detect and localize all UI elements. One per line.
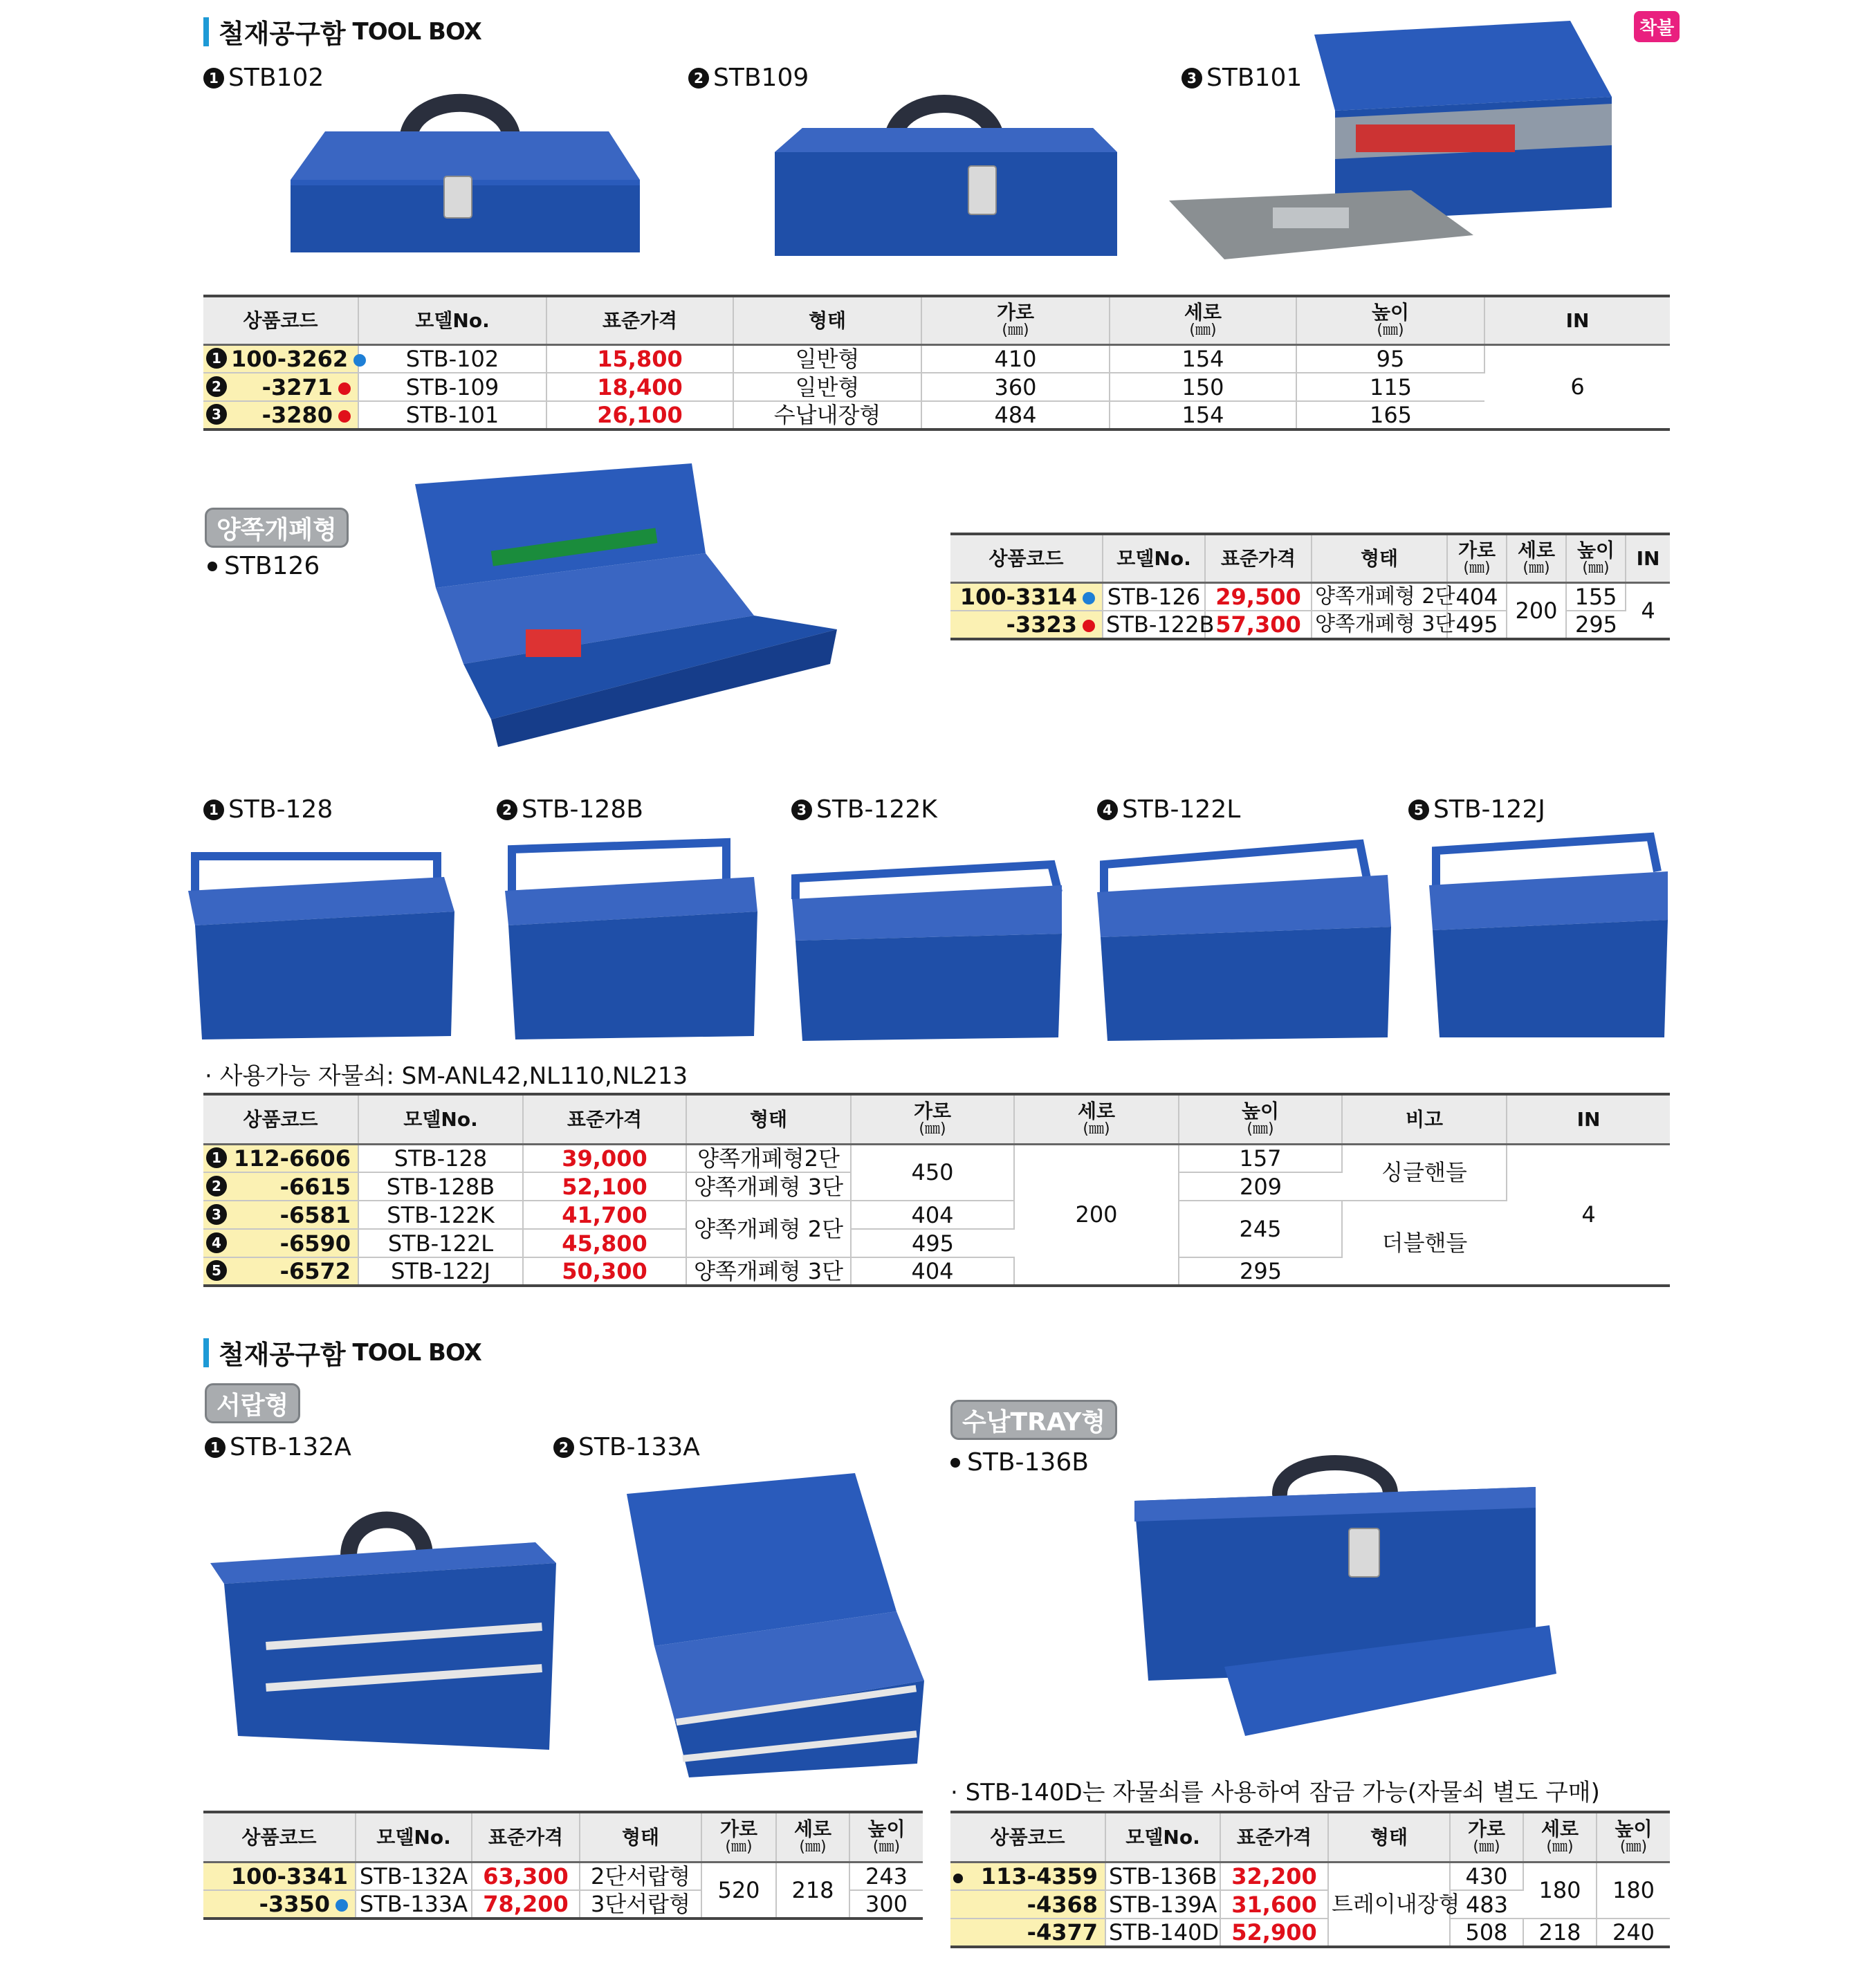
code-cell: -3323	[950, 611, 1103, 639]
spec-table-3	[203, 1093, 1670, 1287]
price-cell: 32,200	[1220, 1862, 1328, 1890]
depth-cell: 200	[1014, 1144, 1179, 1286]
price-cell: 63,300	[472, 1862, 580, 1890]
header-code: 상품코드	[950, 534, 1103, 582]
category-pill-drawer: 서랍형	[205, 1383, 300, 1423]
code-cell: 5 -6572	[203, 1257, 358, 1286]
header-code: 상품코드	[203, 1812, 356, 1862]
product-name: STB-136B	[967, 1448, 1089, 1477]
height-cell: 300	[849, 1890, 923, 1919]
price-cell: 45,800	[523, 1229, 686, 1257]
header-remark: 비고	[1342, 1094, 1507, 1144]
header-type: 형태	[686, 1094, 851, 1144]
remark-cell: 싱글핸들	[1342, 1144, 1507, 1201]
table-row	[203, 344, 1670, 373]
product-name: STB-128	[228, 795, 333, 824]
header-price: 표준가격	[472, 1812, 580, 1862]
type-cell: 3단서랍형	[580, 1890, 701, 1919]
red-dot-icon	[1083, 620, 1095, 632]
product-label-stb-128	[203, 795, 333, 824]
code-cell: 113-4359	[950, 1862, 1105, 1890]
spec-table-2	[950, 533, 1670, 640]
code-cell: -3350	[203, 1890, 356, 1919]
price-cell: 26,100	[546, 401, 733, 429]
model-cell: STB-101	[358, 401, 546, 429]
model-cell: STB-122B	[1103, 611, 1205, 639]
height-cell: 295	[1179, 1257, 1342, 1286]
header-model: 모델No.	[358, 1094, 523, 1144]
product-name: STB-122K	[816, 795, 937, 824]
table-row	[950, 1919, 1670, 1947]
code-cell: 1 100-3262	[203, 344, 358, 373]
title-accent-bar	[203, 17, 209, 46]
header-width: 가로 (㎜)	[851, 1094, 1014, 1144]
code-cell: 2 -3271	[203, 373, 358, 401]
width-cell: 360	[921, 373, 1110, 401]
cod-stamp: 착불	[1634, 11, 1680, 42]
stb101-image	[1169, 14, 1626, 277]
remark-cell: 더블핸들	[1342, 1201, 1507, 1286]
price-cell: 15,800	[546, 344, 733, 373]
depth-cell: 218	[1523, 1919, 1597, 1947]
product-label-stb-133a	[553, 1433, 700, 1461]
table-row	[950, 1862, 1670, 1890]
number-badge: 1	[205, 1437, 226, 1458]
depth-cell: 200	[1507, 582, 1566, 639]
model-cell: STB-128B	[358, 1172, 523, 1201]
code-cell: 2 -6615	[203, 1172, 358, 1201]
height-cell: 157	[1179, 1144, 1342, 1172]
number-badge: 2	[553, 1437, 574, 1458]
height-cell: 245	[1179, 1201, 1342, 1257]
header-depth: 세로 (㎜)	[776, 1812, 849, 1862]
type-cell: 2단서랍형	[580, 1862, 701, 1890]
type-cell: 양쪽개폐형 3단	[686, 1172, 851, 1201]
price-cell: 18,400	[546, 373, 733, 401]
number-badge: 1	[203, 799, 224, 820]
header-code: 상품코드	[203, 1094, 358, 1144]
model-cell: STB-136B	[1105, 1862, 1220, 1890]
number-badge: 1	[203, 68, 224, 89]
width-cell: 404	[1447, 582, 1507, 611]
header-price: 표준가격	[523, 1094, 686, 1144]
lock-info-note: · STB-140D는 자물쇠를 사용하여 잠금 가능(자물쇠 별도 구매)	[950, 1779, 1600, 1806]
in-cell: 6	[1484, 344, 1670, 429]
header-in: IN	[1484, 296, 1670, 344]
type-cell: 일반형	[733, 373, 921, 401]
width-cell: 520	[701, 1862, 776, 1919]
header-type: 형태	[1312, 534, 1447, 582]
width-cell: 430	[1450, 1862, 1523, 1890]
model-cell: STB-102	[358, 344, 546, 373]
number-badge: 3	[1181, 68, 1202, 89]
bullet-icon	[953, 1874, 963, 1883]
stb-128b-image	[498, 835, 761, 1043]
model-cell: STB-122L	[358, 1229, 523, 1257]
stb-128-image	[181, 842, 458, 1043]
spec-table-4	[203, 1811, 923, 1920]
header-depth: 세로 (㎜)	[1110, 296, 1296, 344]
table-row	[203, 401, 1670, 429]
number-badge: 4	[1097, 799, 1118, 820]
header-type: 형태	[733, 296, 921, 344]
depth-cell: 180	[1523, 1862, 1597, 1919]
price-cell: 52,100	[523, 1172, 686, 1201]
category-pill-open-both: 양쪽개폐형	[205, 508, 349, 548]
header-price: 표준가격	[1220, 1812, 1328, 1862]
width-cell: 508	[1450, 1919, 1523, 1947]
code-cell: 1 112-6606	[203, 1144, 358, 1172]
code-cell: 100-3314	[950, 582, 1103, 611]
product-name: STB-133A	[578, 1433, 700, 1461]
product-name: STB126	[224, 552, 320, 580]
price-cell: 78,200	[472, 1890, 580, 1919]
product-name: STB102	[228, 64, 324, 92]
type-cell: 양쪽개폐형2단	[686, 1144, 851, 1172]
header-width: 가로 (㎜)	[701, 1812, 776, 1862]
header-model: 모델No.	[358, 296, 546, 344]
section-title-2	[203, 1333, 481, 1371]
height-cell: 209	[1179, 1172, 1342, 1201]
height-cell: 165	[1296, 401, 1484, 429]
section-title-text: 철재공구함	[219, 19, 346, 49]
stb-122j-image	[1422, 830, 1671, 1044]
header-model: 모델No.	[1105, 1812, 1220, 1862]
depth-cell: 150	[1110, 373, 1296, 401]
width-cell: 484	[921, 401, 1110, 429]
section-title-text: 철재공구함	[219, 1340, 346, 1370]
section-title-1	[203, 12, 481, 50]
price-cell: 41,700	[523, 1201, 686, 1229]
product-label-stb-122j	[1408, 795, 1545, 824]
height-cell: 240	[1597, 1919, 1670, 1947]
section-subtitle-text: TOOL BOX	[352, 17, 481, 46]
product-name: STB-122J	[1433, 795, 1545, 824]
header-type: 형태	[1328, 1812, 1450, 1862]
product-name: STB109	[713, 64, 809, 92]
width-cell: 404	[851, 1201, 1014, 1229]
blue-dot-icon	[335, 1899, 348, 1912]
table-row	[950, 582, 1670, 611]
product-name: STB101	[1206, 64, 1303, 92]
type-cell: 양쪽개폐형 2단	[1312, 582, 1447, 611]
stb126-image	[408, 456, 844, 754]
title-accent-bar	[203, 1338, 209, 1367]
lock-compat-note: · 사용가능 자물쇠: SM-ANL42,NL110,NL213	[205, 1062, 688, 1090]
stb-132a-image	[210, 1501, 556, 1757]
header-height: 높이 (㎜)	[1597, 1812, 1670, 1862]
type-cell: 양쪽개폐형 3단	[686, 1257, 851, 1286]
width-cell: 450	[851, 1144, 1014, 1201]
header-depth: 세로 (㎜)	[1507, 534, 1566, 582]
spec-table-5	[950, 1811, 1670, 1948]
number-badge: 2	[688, 68, 709, 89]
height-cell: 180	[1597, 1862, 1670, 1919]
type-cell: 양쪽개폐형 2단	[686, 1201, 851, 1257]
header-width: 가로 (㎜)	[921, 296, 1110, 344]
stb109-image	[775, 76, 1121, 266]
model-cell: STB-126	[1103, 582, 1205, 611]
header-height: 높이 (㎜)	[1566, 534, 1626, 582]
table-row	[203, 1144, 1670, 1172]
model-cell: STB-122J	[358, 1257, 523, 1286]
height-cell: 243	[849, 1862, 923, 1890]
stb-122k-image	[789, 858, 1065, 1044]
product-label-stb-122k	[791, 795, 937, 824]
in-cell: 4	[1507, 1144, 1670, 1286]
number-badge: 3	[791, 799, 812, 820]
price-cell: 39,000	[523, 1144, 686, 1172]
width-cell: 495	[1447, 611, 1507, 639]
type-cell: 수납내장형	[733, 401, 921, 429]
code-cell: 3 -6581	[203, 1201, 358, 1229]
stb-136b-image	[1134, 1452, 1563, 1743]
stb-133a-image	[627, 1473, 924, 1777]
price-cell: 57,300	[1205, 611, 1312, 639]
bullet-icon	[950, 1458, 960, 1468]
price-cell: 52,900	[1220, 1919, 1328, 1947]
blue-dot-icon	[353, 354, 366, 367]
height-cell: 95	[1296, 344, 1484, 373]
model-cell: STB-132A	[356, 1862, 472, 1890]
width-cell: 495	[851, 1229, 1014, 1257]
header-height: 높이 (㎜)	[1296, 296, 1484, 344]
header-in: IN	[1626, 534, 1670, 582]
price-cell: 29,500	[1205, 582, 1312, 611]
header-price: 표준가격	[1205, 534, 1312, 582]
red-dot-icon	[338, 410, 351, 423]
depth-cell: 154	[1110, 401, 1296, 429]
red-dot-icon	[338, 382, 351, 395]
product-label-stb-122l	[1097, 795, 1240, 824]
header-width: 가로 (㎜)	[1447, 534, 1507, 582]
header-type: 형태	[580, 1812, 701, 1862]
code-cell: -4368	[950, 1890, 1105, 1919]
product-label-stb-132a	[205, 1433, 351, 1461]
blue-dot-icon	[1083, 592, 1095, 604]
header-width: 가로 (㎜)	[1450, 1812, 1523, 1862]
header-model: 모델No.	[356, 1812, 472, 1862]
depth-cell: 218	[776, 1862, 849, 1919]
height-cell: 295	[1566, 611, 1626, 639]
price-cell: 50,300	[523, 1257, 686, 1286]
section-subtitle-text: TOOL BOX	[352, 1338, 481, 1367]
spec-table-1	[203, 295, 1670, 431]
type-cell: 트레이내장형	[1328, 1862, 1450, 1947]
header-price: 표준가격	[546, 296, 733, 344]
header-model: 모델No.	[1103, 534, 1205, 582]
product-label-stb-136b	[950, 1448, 1089, 1477]
model-cell: STB-122K	[358, 1201, 523, 1229]
depth-cell: 154	[1110, 344, 1296, 373]
code-cell: 100-3341	[203, 1862, 356, 1890]
model-cell: STB-128	[358, 1144, 523, 1172]
product-name: STB-128B	[522, 795, 643, 824]
header-in: IN	[1507, 1094, 1670, 1144]
code-cell: 4 -6590	[203, 1229, 358, 1257]
width-cell: 404	[851, 1257, 1014, 1286]
header-code: 상품코드	[950, 1812, 1105, 1862]
header-depth: 세로 (㎜)	[1523, 1812, 1597, 1862]
height-cell: 115	[1296, 373, 1484, 401]
header-height: 높이 (㎜)	[849, 1812, 923, 1862]
product-name: STB-122L	[1122, 795, 1241, 824]
width-cell: 410	[921, 344, 1110, 373]
category-pill-tray: 수납TRAY형	[950, 1400, 1117, 1440]
product-label-stb-128b	[497, 795, 643, 824]
header-depth: 세로 (㎜)	[1014, 1094, 1179, 1144]
type-cell: 양쪽개폐형 3단	[1312, 611, 1447, 639]
price-cell: 31,600	[1220, 1890, 1328, 1919]
stb102-image	[284, 76, 643, 263]
table-row	[203, 1201, 1670, 1229]
code-cell: -4377	[950, 1919, 1105, 1947]
height-cell: 155	[1566, 582, 1626, 611]
type-cell: 일반형	[733, 344, 921, 373]
bullet-icon	[208, 562, 217, 571]
code-cell: 3 -3280	[203, 401, 358, 429]
header-code: 상품코드	[203, 296, 358, 344]
stb-122l-image	[1090, 837, 1395, 1044]
number-badge: 2	[497, 799, 517, 820]
table-row	[203, 373, 1670, 401]
product-label-stb126	[208, 552, 320, 580]
in-cell: 4	[1626, 582, 1670, 639]
model-cell: STB-133A	[356, 1890, 472, 1919]
width-cell: 483	[1450, 1890, 1523, 1919]
product-name: STB-132A	[230, 1433, 351, 1461]
model-cell: STB-109	[358, 373, 546, 401]
header-height: 높이 (㎜)	[1179, 1094, 1342, 1144]
model-cell: STB-140D	[1105, 1919, 1220, 1947]
table-row	[203, 1862, 923, 1890]
number-badge: 5	[1408, 799, 1429, 820]
model-cell: STB-139A	[1105, 1890, 1220, 1919]
